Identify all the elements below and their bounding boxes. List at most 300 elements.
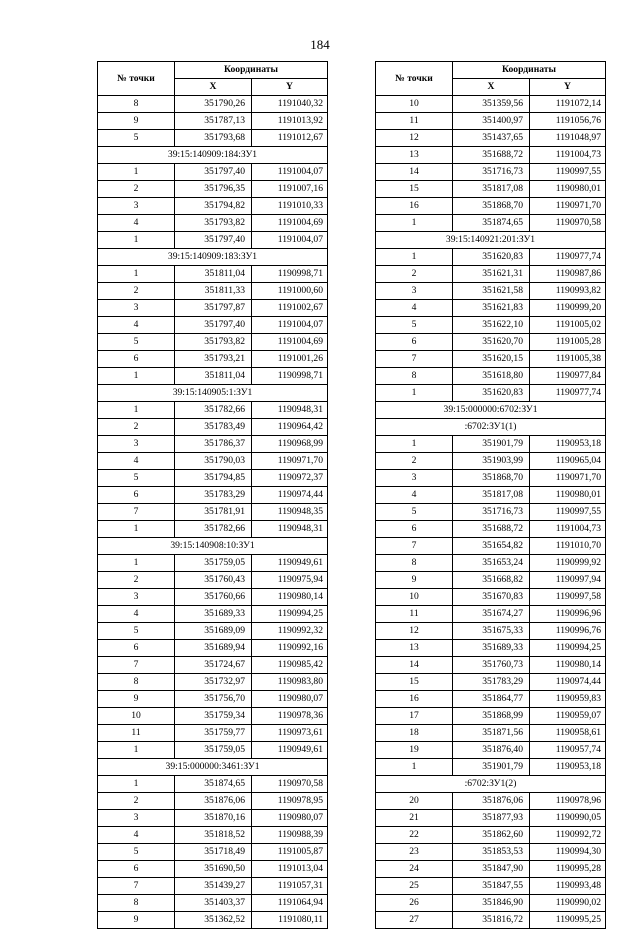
x-coordinate: 351794,85 — [175, 470, 252, 487]
y-coordinate: 1190972,37 — [252, 470, 328, 487]
table-row — [98, 657, 328, 674]
table-row — [98, 198, 328, 215]
y-coordinate: 1190987,86 — [530, 266, 606, 283]
x-coordinate: 351759,77 — [175, 725, 252, 742]
y-coordinate: 1190990,02 — [530, 895, 606, 912]
y-coordinate: 1190977,74 — [530, 249, 606, 266]
x-coordinate: 351786,37 — [175, 436, 252, 453]
point-number: 17 — [376, 708, 453, 725]
y-coordinate: 1191001,26 — [252, 351, 328, 368]
table-row — [376, 351, 606, 368]
y-coordinate: 1190949,61 — [252, 555, 328, 572]
parcel-id: 39:15:140921:201:ЗУ1 — [376, 232, 606, 249]
point-number: 8 — [98, 96, 175, 113]
x-coordinate: 351790,03 — [175, 453, 252, 470]
y-coordinate: 1190977,74 — [530, 385, 606, 402]
y-coordinate: 1190993,82 — [530, 283, 606, 300]
point-number: 5 — [98, 623, 175, 640]
x-coordinate: 351756,70 — [175, 691, 252, 708]
table-row — [376, 606, 606, 623]
table-row — [376, 725, 606, 742]
point-number: 5 — [98, 334, 175, 351]
y-coordinate: 1190971,70 — [530, 198, 606, 215]
y-coordinate: 1191010,33 — [252, 198, 328, 215]
x-coordinate: 351874,65 — [175, 776, 252, 793]
x-coordinate: 351362,52 — [175, 912, 252, 929]
x-coordinate: 351759,05 — [175, 555, 252, 572]
y-coordinate: 1190980,01 — [530, 181, 606, 198]
point-number: 8 — [98, 895, 175, 912]
y-coordinate: 1190980,14 — [530, 657, 606, 674]
y-coordinate: 1190959,83 — [530, 691, 606, 708]
table-row — [98, 623, 328, 640]
point-number: 4 — [98, 606, 175, 623]
table-row — [376, 589, 606, 606]
point-number: 14 — [376, 657, 453, 674]
table-row — [376, 793, 606, 810]
parcel-id: 39:15:140908:10:ЗУ1 — [98, 538, 328, 555]
table-row — [98, 810, 328, 827]
table-row — [376, 266, 606, 283]
point-number: 18 — [376, 725, 453, 742]
parcel-section-row — [98, 759, 328, 776]
y-coordinate: 1191072,14 — [530, 96, 606, 113]
y-coordinate: 1191002,67 — [252, 300, 328, 317]
x-coordinate: 351811,33 — [175, 283, 252, 300]
x-coordinate: 351816,72 — [453, 912, 530, 929]
point-number: 8 — [376, 368, 453, 385]
table-row — [98, 895, 328, 912]
point-number: 16 — [376, 691, 453, 708]
y-coordinate: 1190974,44 — [252, 487, 328, 504]
parcel-id: 39:15:000000:6702:ЗУ1 — [376, 402, 606, 419]
y-coordinate: 1191004,07 — [252, 164, 328, 181]
x-coordinate: 351622,10 — [453, 317, 530, 334]
y-coordinate: 1191004,73 — [530, 521, 606, 538]
y-coordinate: 1190992,72 — [530, 827, 606, 844]
point-number: 25 — [376, 878, 453, 895]
table-row — [376, 742, 606, 759]
point-number: 3 — [98, 589, 175, 606]
parcel-section-row — [376, 402, 606, 419]
x-coordinate: 351732,97 — [175, 674, 252, 691]
x-coordinate: 351793,82 — [175, 334, 252, 351]
y-coordinate: 1191004,73 — [530, 147, 606, 164]
point-number: 22 — [376, 827, 453, 844]
table-row — [98, 504, 328, 521]
x-coordinate: 351871,56 — [453, 725, 530, 742]
point-number: 3 — [376, 470, 453, 487]
y-coordinate: 1190978,96 — [530, 793, 606, 810]
x-coordinate: 351439,27 — [175, 878, 252, 895]
point-number: 13 — [376, 640, 453, 657]
x-coordinate: 351847,90 — [453, 861, 530, 878]
table-row — [376, 470, 606, 487]
x-header: X — [453, 79, 530, 96]
table-row — [376, 640, 606, 657]
point-number: 2 — [98, 793, 175, 810]
table-row — [376, 555, 606, 572]
table-row — [376, 283, 606, 300]
x-coordinate: 351716,73 — [453, 504, 530, 521]
y-coordinate: 1191005,38 — [530, 351, 606, 368]
table-row — [98, 181, 328, 198]
x-coordinate: 351811,04 — [175, 266, 252, 283]
table-row — [98, 912, 328, 929]
table-row — [98, 572, 328, 589]
x-coordinate: 351718,49 — [175, 844, 252, 861]
x-coordinate: 351359,56 — [453, 96, 530, 113]
y-coordinate: 1191005,87 — [252, 844, 328, 861]
table-row — [98, 164, 328, 181]
y-coordinate: 1191040,32 — [252, 96, 328, 113]
point-number: 14 — [376, 164, 453, 181]
parcel-section-row — [98, 249, 328, 266]
point-number: 4 — [98, 317, 175, 334]
y-coordinate: 1190998,71 — [252, 266, 328, 283]
y-header: Y — [252, 79, 328, 96]
x-coordinate: 351670,83 — [453, 589, 530, 606]
x-coordinate: 351668,82 — [453, 572, 530, 589]
table-row — [98, 844, 328, 861]
y-coordinate: 1190970,58 — [530, 215, 606, 232]
table-row — [376, 895, 606, 912]
x-coordinate: 351653,24 — [453, 555, 530, 572]
point-number: 1 — [98, 521, 175, 538]
parcel-id: :6702:ЗУ1(2) — [376, 776, 606, 793]
y-coordinate: 1190994,30 — [530, 844, 606, 861]
y-coordinate: 1191064,94 — [252, 895, 328, 912]
y-coordinate: 1190997,58 — [530, 589, 606, 606]
y-coordinate: 1191013,04 — [252, 861, 328, 878]
point-number: 1 — [376, 385, 453, 402]
y-coordinate: 1191012,67 — [252, 130, 328, 147]
x-coordinate: 351759,34 — [175, 708, 252, 725]
y-coordinate: 1191005,28 — [530, 334, 606, 351]
y-coordinate: 1190999,20 — [530, 300, 606, 317]
table-row — [98, 555, 328, 572]
table-row — [376, 113, 606, 130]
x-coordinate: 351874,65 — [453, 215, 530, 232]
point-number: 21 — [376, 810, 453, 827]
x-coordinate: 351621,31 — [453, 266, 530, 283]
table-row — [376, 147, 606, 164]
coordinates-table-left — [97, 61, 328, 929]
table-row — [376, 759, 606, 776]
y-coordinate: 1190990,05 — [530, 810, 606, 827]
point-number: 3 — [98, 436, 175, 453]
table-row — [376, 96, 606, 113]
y-coordinate: 1190975,94 — [252, 572, 328, 589]
y-coordinate: 1190980,07 — [252, 810, 328, 827]
y-coordinate: 1190994,25 — [252, 606, 328, 623]
table-row — [98, 402, 328, 419]
x-coordinate: 351689,09 — [175, 623, 252, 640]
x-coordinate: 351437,65 — [453, 130, 530, 147]
table-row — [376, 623, 606, 640]
x-coordinate: 351796,35 — [175, 181, 252, 198]
point-number: 9 — [98, 113, 175, 130]
coordinates-table-body — [376, 96, 606, 929]
point-number: 1 — [98, 164, 175, 181]
y-coordinate: 1190978,95 — [252, 793, 328, 810]
table-row — [98, 589, 328, 606]
y-coordinate: 1190971,70 — [530, 470, 606, 487]
table-row — [376, 691, 606, 708]
point-number: 5 — [376, 317, 453, 334]
x-coordinate: 351688,72 — [453, 147, 530, 164]
y-coordinate: 1190957,74 — [530, 742, 606, 759]
y-coordinate: 1191000,60 — [252, 283, 328, 300]
x-coordinate: 351797,40 — [175, 164, 252, 181]
y-coordinate: 1190953,18 — [530, 436, 606, 453]
table-row — [98, 827, 328, 844]
x-coordinate: 351716,73 — [453, 164, 530, 181]
table-row — [98, 113, 328, 130]
x-coordinate: 351621,83 — [453, 300, 530, 317]
table-row — [376, 674, 606, 691]
y-coordinate: 1190974,44 — [530, 674, 606, 691]
x-coordinate: 351901,79 — [453, 759, 530, 776]
table-row — [98, 606, 328, 623]
y-coordinate: 1190997,55 — [530, 164, 606, 181]
x-coordinate: 351689,33 — [175, 606, 252, 623]
point-number: 2 — [98, 572, 175, 589]
y-coordinate: 1190993,48 — [530, 878, 606, 895]
coordinates-header: Координаты — [175, 62, 328, 79]
x-coordinate: 351760,73 — [453, 657, 530, 674]
parcel-id: :6702:ЗУ1(1) — [376, 419, 606, 436]
y-coordinate: 1190970,58 — [252, 776, 328, 793]
table-row — [98, 521, 328, 538]
table-row — [98, 351, 328, 368]
table-row — [98, 215, 328, 232]
table-row — [98, 640, 328, 657]
point-number: 11 — [376, 113, 453, 130]
y-coordinate: 1190996,96 — [530, 606, 606, 623]
table-row — [98, 776, 328, 793]
y-coordinate: 1191013,92 — [252, 113, 328, 130]
y-coordinate: 1190953,18 — [530, 759, 606, 776]
y-coordinate: 1190977,84 — [530, 368, 606, 385]
table-row — [376, 436, 606, 453]
table-row — [98, 861, 328, 878]
coordinates-table-right — [375, 61, 606, 929]
y-coordinate: 1191007,16 — [252, 181, 328, 198]
x-coordinate: 351794,82 — [175, 198, 252, 215]
x-coordinate: 351760,43 — [175, 572, 252, 589]
point-number: 1 — [376, 215, 453, 232]
y-coordinate: 1190998,71 — [252, 368, 328, 385]
point-number: 6 — [98, 487, 175, 504]
x-coordinate: 351847,55 — [453, 878, 530, 895]
point-number: 2 — [98, 283, 175, 300]
y-coordinate: 1190948,35 — [252, 504, 328, 521]
table-row — [98, 283, 328, 300]
point-number-header: № точки — [376, 62, 453, 96]
y-coordinate: 1190971,70 — [252, 453, 328, 470]
point-number: 12 — [376, 130, 453, 147]
point-number: 4 — [376, 487, 453, 504]
table-row — [98, 266, 328, 283]
point-number: 1 — [98, 368, 175, 385]
point-number: 4 — [376, 300, 453, 317]
y-coordinate: 1190996,76 — [530, 623, 606, 640]
point-number: 26 — [376, 895, 453, 912]
y-coordinate: 1191048,97 — [530, 130, 606, 147]
point-number: 8 — [376, 555, 453, 572]
point-number: 27 — [376, 912, 453, 929]
table-row — [98, 708, 328, 725]
table-row — [376, 215, 606, 232]
x-coordinate: 351797,87 — [175, 300, 252, 317]
point-number: 7 — [98, 878, 175, 895]
point-number: 6 — [98, 351, 175, 368]
x-coordinate: 351877,93 — [453, 810, 530, 827]
y-coordinate: 1190980,01 — [530, 487, 606, 504]
y-coordinate: 1190948,31 — [252, 521, 328, 538]
x-coordinate: 351817,08 — [453, 487, 530, 504]
y-coordinate: 1191010,70 — [530, 538, 606, 555]
table-row — [376, 334, 606, 351]
x-coordinate: 351793,21 — [175, 351, 252, 368]
point-number: 13 — [376, 147, 453, 164]
table-row — [376, 878, 606, 895]
point-number-header: № точки — [98, 62, 175, 96]
page-number: 184 — [310, 37, 330, 52]
y-coordinate: 1190978,36 — [252, 708, 328, 725]
x-coordinate: 351620,83 — [453, 249, 530, 266]
point-number: 7 — [98, 504, 175, 521]
table-row — [98, 130, 328, 147]
x-coordinate: 351876,40 — [453, 742, 530, 759]
point-number: 6 — [376, 334, 453, 351]
point-number: 2 — [376, 266, 453, 283]
table-row — [98, 300, 328, 317]
x-coordinate: 351811,04 — [175, 368, 252, 385]
table-row — [98, 232, 328, 249]
table-row — [376, 572, 606, 589]
y-coordinate: 1190968,99 — [252, 436, 328, 453]
table-row — [98, 793, 328, 810]
table-row — [376, 385, 606, 402]
table-row — [376, 538, 606, 555]
x-coordinate: 351797,40 — [175, 232, 252, 249]
x-coordinate: 351675,33 — [453, 623, 530, 640]
point-number: 24 — [376, 861, 453, 878]
table-row — [376, 708, 606, 725]
point-number: 4 — [98, 453, 175, 470]
y-coordinate: 1190994,25 — [530, 640, 606, 657]
x-coordinate: 351817,08 — [453, 181, 530, 198]
y-coordinate: 1190988,39 — [252, 827, 328, 844]
table-row — [376, 317, 606, 334]
point-number: 1 — [98, 402, 175, 419]
x-coordinate: 351797,40 — [175, 317, 252, 334]
point-number: 5 — [376, 504, 453, 521]
x-coordinate: 351787,13 — [175, 113, 252, 130]
point-number: 1 — [98, 776, 175, 793]
parcel-id: 39:15:140909:183:ЗУ1 — [98, 249, 328, 266]
point-number: 5 — [98, 130, 175, 147]
point-number: 10 — [376, 589, 453, 606]
x-coordinate: 351868,99 — [453, 708, 530, 725]
table-row — [376, 827, 606, 844]
point-number: 6 — [98, 861, 175, 878]
parcel-id: 39:15:140909:184:ЗУ1 — [98, 147, 328, 164]
y-coordinate: 1190958,61 — [530, 725, 606, 742]
x-coordinate: 351793,82 — [175, 215, 252, 232]
table-row — [376, 504, 606, 521]
table-row — [98, 725, 328, 742]
table-row — [376, 844, 606, 861]
y-coordinate: 1190980,14 — [252, 589, 328, 606]
point-number: 9 — [376, 572, 453, 589]
x-coordinate: 351403,37 — [175, 895, 252, 912]
table-row — [376, 249, 606, 266]
y-coordinate: 1190995,25 — [530, 912, 606, 929]
point-number: 12 — [376, 623, 453, 640]
point-number: 7 — [98, 657, 175, 674]
table-row — [98, 334, 328, 351]
table-row — [98, 470, 328, 487]
point-number: 3 — [98, 300, 175, 317]
y-coordinate: 1190985,42 — [252, 657, 328, 674]
point-number: 2 — [376, 453, 453, 470]
point-number: 7 — [376, 351, 453, 368]
x-coordinate: 351621,58 — [453, 283, 530, 300]
point-number: 4 — [98, 215, 175, 232]
y-coordinate: 1191080,11 — [252, 912, 328, 929]
coordinates-header: Координаты — [453, 62, 606, 79]
table-row — [376, 453, 606, 470]
x-coordinate: 351688,72 — [453, 521, 530, 538]
y-coordinate: 1191005,02 — [530, 317, 606, 334]
parcel-section-row — [376, 232, 606, 249]
x-coordinate: 351674,27 — [453, 606, 530, 623]
table-row — [376, 300, 606, 317]
y-header: Y — [530, 79, 606, 96]
table-row — [98, 487, 328, 504]
point-number: 8 — [98, 674, 175, 691]
table-row — [98, 317, 328, 334]
table-row — [376, 912, 606, 929]
point-number: 6 — [98, 640, 175, 657]
point-number: 10 — [98, 708, 175, 725]
point-number: 1 — [376, 249, 453, 266]
table-row — [376, 487, 606, 504]
y-coordinate: 1190973,61 — [252, 725, 328, 742]
x-coordinate: 351876,06 — [453, 793, 530, 810]
x-coordinate: 351689,33 — [453, 640, 530, 657]
x-coordinate: 351846,90 — [453, 895, 530, 912]
point-number: 11 — [376, 606, 453, 623]
point-number: 6 — [376, 521, 453, 538]
point-number: 16 — [376, 198, 453, 215]
table-row — [98, 368, 328, 385]
x-coordinate: 351876,06 — [175, 793, 252, 810]
y-coordinate: 1190999,92 — [530, 555, 606, 572]
x-coordinate: 351903,99 — [453, 453, 530, 470]
x-coordinate: 351654,82 — [453, 538, 530, 555]
x-coordinate: 351620,70 — [453, 334, 530, 351]
point-number: 5 — [98, 844, 175, 861]
parcel-section-row — [376, 776, 606, 793]
x-header: X — [175, 79, 252, 96]
table-row — [98, 419, 328, 436]
point-number: 10 — [376, 96, 453, 113]
point-number: 3 — [376, 283, 453, 300]
